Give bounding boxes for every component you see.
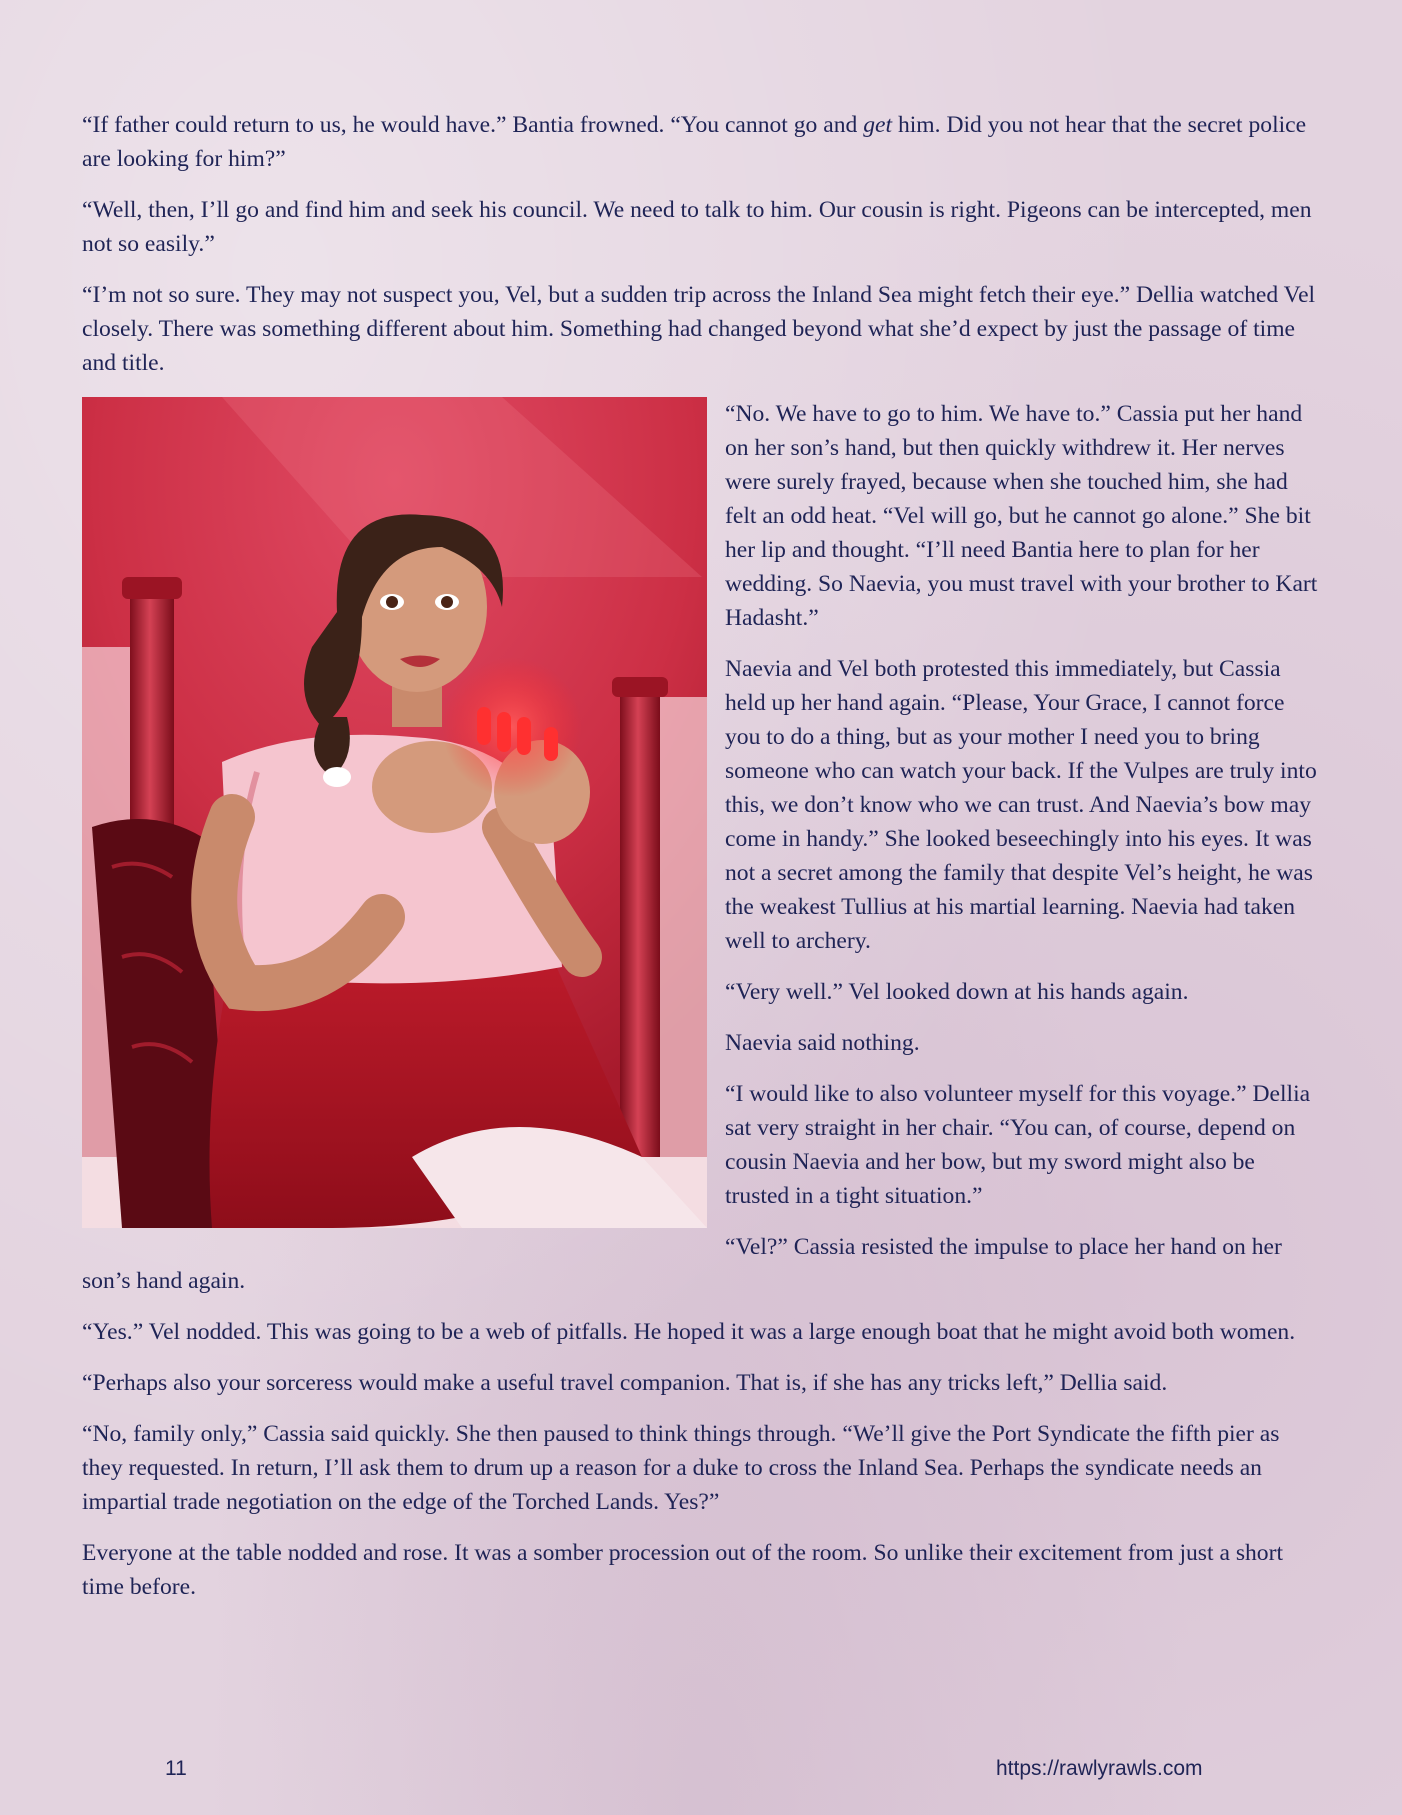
paragraph-3: “I’m not so sure. They may not suspect you, Vel, but a sudden trip across the Inland Sea might fetch their eye.” Dellia watched Vel closely. There was something different about him. Something had changed beyond what she’d expect by just the passage of time and title. <box>82 282 1316 376</box>
paragraph-4: “No. We have to go to him. We have to.” Cassia put her hand on her son’s hand, but then quickly withdrew it. Her nerves were surely frayed, because when she touched him, she had felt an odd heat. “Vel will go, but he cannot go alone.” She bit her lip and thought. “I’ll need Bantia here to plan for her wedding. So Naevia, you must travel with your brother to Kart Hadasht.” <box>725 401 1318 631</box>
footer-url-link[interactable]: https://rawlyrawls.com <box>996 1757 1203 1780</box>
page-number: 11 <box>165 1757 187 1780</box>
paragraph-6: “Very well.” Vel looked down at his hands again. <box>725 979 1189 1005</box>
paragraph-9: “Vel?” Cassia resisted the impulse to place her hand on her son’s hand again. <box>82 1234 1282 1294</box>
paragraph-13: Everyone at the table nodded and rose. It was a somber procession out of the room. So unlike their excitement from just a short time before. <box>82 1540 1284 1600</box>
woman-with-glowing-hands-illustration <box>82 397 707 1228</box>
paragraph-10: “Yes.” Vel nodded. This was going to be a web of pitfalls. He hoped it was a large enough boat that he might avoid both women. <box>82 1319 1296 1345</box>
page-content <box>82 108 1322 1604</box>
paragraph-12: “No, family only,” Cassia said quickly. She then paused to think things through. “We’ll give the Port Syndicate the fifth pier as they requested. In return, I’ll ask them to drum up a reason for a duke to cross the Inland Sea. Perhaps the syndicate needs an impartial trade negotiation on the edge of the Torched Lands. Yes?” <box>82 1421 1280 1515</box>
paragraph-11: “Perhaps also your sorceress would make a useful travel companion. That is, if she has any tricks left,” Dellia said. <box>82 1370 1168 1396</box>
paragraph-2: “Well, then, I’ll go and find him and seek his council. We need to talk to him. Our cousin is right. Pigeons can be intercepted, men not so easily.” <box>82 197 1312 257</box>
paragraph-5: Naevia and Vel both protested this immediately, but Cassia held up her hand again. “Please, Your Grace, I cannot force you to do a thing, but as your mother I need you to bring someone who can watch your back. If the Vulpes are truly into this, we don’t know who we can trust. And Naevia’s bow may come in handy.” She looked beseechingly into his eyes. It was not a secret among the family that despite Vel’s height, he was the weakest Tullius at his martial learning. Naevia had taken well to archery. <box>725 656 1317 954</box>
paragraph-7: Naevia said nothing. <box>725 1030 920 1056</box>
emphasis-get: get <box>863 112 893 138</box>
paragraph-1: “If father could return to us, he would have.” Bantia frowned. “You cannot go and get him. Did you not hear that the secret police are looking for him?” <box>82 112 1307 172</box>
paragraph-8: “I would like to also volunteer myself for this voyage.” Dellia sat very straight in her chair. “You can, of course, depend on cousin Naevia and her bow, but my sword might also be trusted in a tight situation.” <box>725 1081 1311 1209</box>
